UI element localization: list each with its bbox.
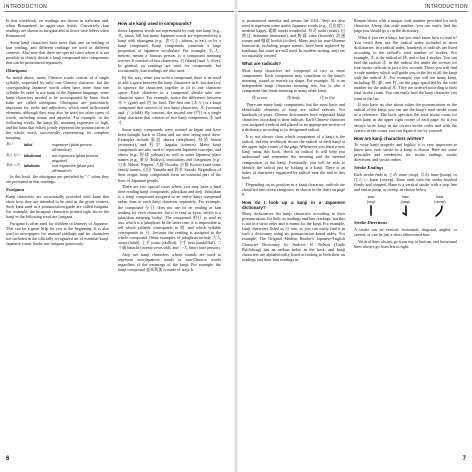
subsection-heading-stroke-endings: Stroke Endings	[354, 165, 384, 171]
paragraph: Most kanji characters are composed of two or more components. Each component may contribute to the kanji's meaning, sound, or merely its shape. For example, 休 is an independent kanji character meaning rest, but is also a component that lends meaning to many other kanji.	[242, 67, 345, 94]
paragraph: It is not always clear which component of a kanji is the radical, but this workbook shows the radical of each kanji at the upper right corner of the page. Whenever you learn a new kanji using this book, check its radical. It will help you understand and remember the meaning and the internal composition of the kanji. Eventually, you will be able to identify the radical just by looking at a kanji. There is an index of characters organized by radical near the end of this book.	[242, 134, 345, 180]
example-meaning: was expensive (plain past affirmative)	[52, 163, 94, 174]
example-kanji: 高かった	[6, 163, 21, 168]
example-row	[6, 163, 109, 173]
example-meaning: expensive (plain present affirmative)	[52, 142, 92, 153]
section-heading: How are kanji used in compounds?	[118, 21, 192, 26]
paragraph: is pronounced amerika and means the USA. Ateji are also used to represent some native Japanese words (e.g., 目出度い medetai happy, 素敵 suteki wonderful, 寿司 sushi (sushi), 出鱈目 detarame (nonsense), and 野暮 yabo (boorish), 浪漫 roman and 珈琲 koohii (coffee). Many ateji for non-Chinese loanwords, including proper names, have been replaced by katakana, but some are still used. In modern writing, ateji are occasionally created.	[242, 18, 345, 59]
right-page-column-2	[354, 18, 457, 448]
section-heading: What are radicals?	[242, 61, 282, 67]
page-number-right: 7	[462, 456, 466, 462]
paragraph: What if you see a kanji, but you don't know how to read it? You could then use the radical index included in most dictionaries. In a radical index, hundreds of radicals are listed according to the radical's total number of strokes. For example, 木 is the radical of 林, and it has 4 strokes. You can find the radical 木 in the radical list under the section for four-stroke radicals in just a few seconds. There you will find a code number, which will guide you to the list of all the kanji with the radical 木. For example, you will see many kanji, including 林, 森, and 村, on the page specified by the code number for the radical 木. They are ordered according to their total stroke count. You can easily find the kanji character you want in the list.	[354, 34, 457, 101]
page-number-left: 6	[6, 456, 10, 462]
paragraph: As noted above, many Chinese words consist of a single syllable, expressed by only one Chinese character, but the corresponding Japanese words often have more than one syllable. In order to use kanji in the Japanese language, some kanji characters needed to be accompanied by kana. Such kana are called okurigana. Okurigana are particularly important for verbs and adjectives, which need inflectional elements, although they may also be used for other types of words, including nouns and adverbs. For example, in the following words, the kanji 高, meaning expensive or high, and the kana that follow jointly represent the pronunciation of the whole word, successfully representing its complete meaning.	[6, 74, 109, 141]
example-row	[6, 142, 109, 152]
header-rule	[4, 11, 234, 12]
stroke-label: hane	[402, 195, 409, 200]
radical-meaning: body	[292, 95, 300, 101]
paragraph: Kanji characters are occasionally provided with kana that show how they are intended to be read in the given context. Such kana used as a pronunciation guide are called furigana. For example, the hiragana characters printed right above the kanji in the following word are furigana.	[6, 193, 109, 219]
radical-kanji: 住	[320, 95, 325, 101]
header-rule	[238, 11, 468, 12]
radical-meaning: to live	[325, 95, 335, 101]
stroke-gloss: (stop)	[366, 200, 376, 205]
paragraph: Some kanji characters have more than one on reading or kun reading, and different readings are used in different contexts. Also note that there are special cases where it is not possible to clearly divide a kanji compound into components that can be pronounced separately.	[6, 39, 109, 66]
paragraph: Roman letters with a unique code number provided for each character. Using that code number, you can easily find the page you should go to in the dictionary.	[354, 18, 457, 34]
paragraph: Ateji are kanji characters whose sounds are used to represent non-Japanese words or non-Chinese words regardless of the meanings of the kanji. For example, the kanji compound 亜米利加 is made of ateji. It	[118, 251, 221, 272]
paragraph: Each stroke ends in とめ tome (stop), はね hane (jump), or はらい harai (sweep). Tome ends with the stroke brushed firmly and stopped. Hane is a vertical stroke with a stop line and end in jump, or sweep, as shown below.	[354, 171, 457, 193]
section-heading-furigana: Furigana	[6, 187, 25, 193]
section-heading: How do I look up a kanji in a Japanese dictionary?	[242, 199, 345, 210]
stroke-label: tome	[367, 195, 375, 200]
radical-example	[320, 95, 335, 100]
paragraph: Some Japanese words are represented by only one kanji (e.g., 木, yama, hill, but many Japanese words are represented by a kanji with okurigana (e.g., 食べる, taberu, to eat), or by a kanji compound. Kanji compounds constitute a large proportion of Japanese vocabulary. For example, 名人, meiren, means a famous person, is a compound meaning teacher. It consists of two characters, 名 (ahead) and 人 (live). In general, on readings are used for compounds, but occasionally, kun readings are also used.	[118, 27, 221, 73]
stroke-example-harai	[433, 195, 447, 217]
stroke-label: harai	[436, 195, 444, 200]
paragraph: There are many kanji components, but the most basic and identifiable elements of kanji are called radicals. For hundreds of years, Chinese dictionaries have organized kanji characters according to their radicals. Each Chinese character was assigned a radical and placed in an appropriate section of a dictionary according to its designated radical.	[242, 102, 345, 133]
radical-meaning: to rest	[257, 95, 268, 101]
subsection-heading-stroke-directions: Stroke Directions	[354, 220, 388, 226]
paragraph: In this workbook, on readings are shown in italicians and, when Romanized, in upper-case letters. Conversely, kun readings are shown as furigana and in lower-case letters when Romanized.	[6, 18, 109, 39]
running-header-left: INTRODUCTION	[4, 4, 48, 10]
paragraph: Vertical lines always go from top to bottom, and horizontal lines always go from left to right.	[354, 238, 457, 249]
paragraph: To write kanji properly and legibly, it is very important to know how each stroke in a kanji is drawn. Here are some principles and tendencies for stroke endings, stroke directions, and stroke orders.	[354, 142, 457, 163]
paragraph: Depending on its position in a kanji character, radicals are classified into seven categories, as shown in the chart on page 8.	[242, 181, 345, 197]
example-kanji: 高い	[6, 142, 14, 147]
hane-stroke-icon	[398, 205, 412, 217]
radical-kanji: 休	[252, 95, 257, 101]
example-romaji: takai	[24, 142, 33, 148]
paragraph: If you have no clue about either the pronunciation or the radical of the kanji, you can use the kanji's total stroke count as a reference. The book specifies the total stroke count for each kanji in the upper right corner of each page. So if you always write kanji in the correct stroke order and with the correct stroke count, you can figure it out by yourself.	[354, 102, 457, 133]
paragraph: Some kanji compounds were created in Japan and have been brought back to China and are now being used there. Examples include 電話 denwa (telephone), 経済 keizai (economy), and 科学 kagaku (science). Many kanji compounds are also used to represent Japanese concepts, and others (e.g., 野球 yakyuu) as well as some Japanese place names (e.g., 東京 Tookyo), institutions and companies (e.g., 日本 Nihon, Nippon, 大阪 Oosaka, 京都 Kyooto) and some family names, 山田 Yamada and 鈴木 Suzuki. Regardless of their origin, kanji compounds form an essential part of the lives of Japanese people.	[118, 127, 221, 183]
stroke-ending-examples	[354, 195, 457, 217]
stroke-gloss: (jump)	[400, 200, 411, 205]
running-header-right: INTRODUCTION	[424, 4, 468, 10]
paragraph: By the way, when you write a compound, there is no need to add a space between the kanji characters in it, but don't try to squeeze the characters together to fit in one character space. Each character in a compound should take one character space. For example, notice the difference between 木々 (gate) and 門 (to fast). The first one (木々) is a kanji compound that consists of two kanji characters, 木 (woman) and 子 (child). By contrast, the second one (門) is a single kanji character that consists of two kanji components 木 and 寸.	[118, 74, 221, 126]
stroke-example-tome	[364, 195, 378, 217]
tome-stroke-icon	[364, 205, 378, 217]
radical-kanji: 体	[287, 95, 292, 101]
paragraph: Many dictionaries list kanji characters according to their pronunciation, for both on readings and kun readings, but this is not in a strict order and is meant for the kanji. For example, kanji characters listed as の ono, so you can easily find it in such a dictionary using its pronunciation based index. For example, The Original Modern Reader's Japanese-English Character Dictionary by Andrew N. Nelson (Tuttle Publishing) has an on/kun index in the back, and kanji characters are alphabetically listed according to both their on readings and their kun readings in	[242, 211, 345, 262]
harai-stroke-icon	[433, 205, 447, 217]
example-row	[6, 153, 109, 163]
paragraph: In this book, the okurigana are preceded by "-" when they are presented in kun readings.	[6, 173, 109, 184]
stroke-gloss: (sweep)	[434, 200, 446, 205]
right-page-column-1	[242, 18, 345, 448]
left-page-column-2	[118, 18, 221, 448]
section-heading-okurigana: Okurigana	[6, 68, 27, 74]
example-kanji: 高くない	[6, 152, 21, 157]
paragraph: There are two special cases where you may have a hard time reading kanji compounds: jukujikun and ateji. Jukujikun is a kanji compound assigned to an entire kanji compound rather than to each kanji character separately. For example, the compound 今日 does not use its on reading or kun reading for each character, but it is read as kyoo, which is a jukujikun meaning 'today'. The compound 明日 is read as asu, which is a jukujikun. In the latter case, it is impossible to tell which syllable corresponds to 明 and which syllable corresponds to 日, because the reading is assigned to the whole compound. Other examples of jukujikun include 大人 otona (adult), 上手 jouzu (skillful), 下手 heta (unskillful), 二十歳 hatachi (twenty years old), and 一人 hitori (one person).	[118, 184, 221, 250]
example-romaji: takakatta	[24, 163, 40, 169]
example-meaning: not expensive (plain present negative)	[52, 152, 99, 163]
radical-example	[287, 95, 300, 100]
left-page-column-1	[6, 18, 109, 448]
stroke-example-hane	[398, 195, 412, 217]
radical-examples	[242, 95, 345, 100]
section-heading: How are kanji characters written?	[354, 135, 425, 141]
paragraph: A stroke can be vertical, horizontal, diagonal, angled, or curved, or can be just a short abbreviated line.	[354, 226, 457, 237]
right-page	[236, 0, 472, 472]
example-romaji: takakunai	[24, 152, 42, 158]
radical-example	[252, 95, 267, 100]
paragraph: Furigana is often used for children or learners of Japanese. This can be a great help for you at the beginning. It is also used in newspapers for unusual readings and for characters not included in the officially recognized set of essential kanji. Japanese comic books use furigana generously.	[6, 220, 109, 246]
